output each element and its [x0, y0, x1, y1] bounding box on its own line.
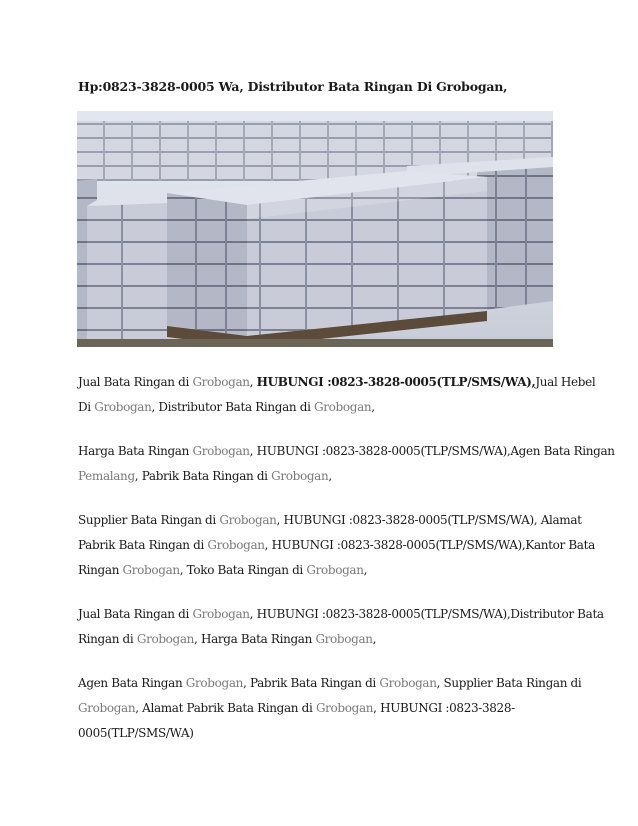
- text-line: [78, 370, 596, 395]
- text-segment: Pabrik Bata Ringan di: [78, 538, 208, 552]
- text-segment: , Distributor Bata Ringan di: [151, 400, 315, 414]
- place-name: Grobogan: [207, 538, 265, 552]
- place-name: Grobogan: [122, 563, 180, 577]
- text-segment: , Supplier Bata Ringan di: [436, 676, 582, 690]
- text-segment: , Pabrik Bata Ringan di: [134, 469, 272, 483]
- text-line: [78, 721, 578, 746]
- text-segment: Ringan di: [78, 632, 137, 646]
- text-segment: Ringan: [78, 563, 123, 577]
- place-name: Grobogan: [136, 632, 195, 646]
- place-name: Grobogan: [78, 701, 136, 715]
- article-body: [78, 370, 615, 765]
- paragraph: [78, 602, 604, 652]
- text-segment: Jual Bata Ringan di: [78, 375, 193, 389]
- paragraph: [78, 370, 596, 420]
- text-line: [78, 558, 578, 583]
- place-name: Grobogan: [192, 444, 250, 458]
- place-name: Grobogan: [94, 400, 152, 414]
- place-name: Grobogan: [315, 632, 373, 646]
- text-segment: ,: [363, 563, 368, 577]
- text-line: [78, 508, 582, 533]
- text-segment: , Pabrik Bata Ringan di: [243, 676, 380, 690]
- page-title: Hp:0823-3828-0005 Wa, Distributor Bata Ringan Di Grobogan,: [78, 79, 508, 94]
- text-segment: ,: [372, 632, 377, 646]
- place-name: Grobogan: [306, 563, 364, 577]
- place-name: Grobogan: [192, 375, 250, 389]
- text-segment: 0005(TLP/SMS/WA): [78, 726, 194, 740]
- contact-highlight: HUBUNGI :0823-3828-0005(TLP/SMS/WA),: [256, 375, 536, 389]
- place-name: Grobogan: [271, 469, 329, 483]
- paragraph: [78, 439, 615, 489]
- text-segment: ,: [371, 400, 375, 414]
- place-name: Grobogan: [185, 676, 244, 690]
- text-segment: ,: [249, 375, 257, 389]
- place-name: Grobogan: [315, 701, 374, 715]
- text-line: [78, 696, 578, 721]
- text-line: [78, 464, 578, 489]
- place-name: Grobogan: [192, 607, 250, 621]
- text-segment: , Toko Bata Ringan di: [179, 563, 307, 577]
- text-segment: , HUBUNGI :0823-3828-0005(TLP/SMS/WA),Agen Bata Ringan: [249, 444, 615, 458]
- product-photo: [77, 111, 553, 347]
- text-segment: , HUBUNGI :0823-3828-0005(TLP/SMS/WA), Alamat: [276, 513, 582, 527]
- text-line: [78, 395, 578, 420]
- text-line: [78, 533, 595, 558]
- paragraph: [78, 671, 582, 746]
- place-name: Grobogan: [219, 513, 277, 527]
- text-segment: ,: [328, 469, 332, 483]
- text-segment: Agen Bata Ringan: [78, 676, 186, 690]
- text-line: [78, 671, 582, 696]
- text-segment: , HUBUNGI :0823-3828-0005(TLP/SMS/WA),Distributor Bata: [249, 607, 604, 621]
- text-segment: Supplier Bata Ringan di: [78, 513, 220, 527]
- text-segment: Harga Bata Ringan: [78, 444, 193, 458]
- text-segment: , Harga Bata Ringan: [194, 632, 316, 646]
- text-line: [78, 627, 578, 652]
- place-name: Pemalang: [78, 469, 135, 483]
- text-segment: , HUBUNGI :0823-3828-0005(TLP/SMS/WA),Kantor Bata: [264, 538, 595, 552]
- paragraph: [78, 508, 595, 583]
- text-segment: Jual Bata Ringan di: [78, 607, 193, 621]
- text-line: [78, 439, 615, 464]
- text-segment: Di: [78, 400, 95, 414]
- place-name: Grobogan: [379, 676, 437, 690]
- text-segment: , Alamat Pabrik Bata Ringan di: [135, 701, 316, 715]
- text-line: [78, 602, 604, 627]
- text-segment: , HUBUNGI :0823-3828-: [373, 701, 515, 715]
- aerated-concrete-blocks-photo-icon: [77, 111, 553, 347]
- place-name: Grobogan: [314, 400, 372, 414]
- text-segment: Jual Hebel: [535, 375, 596, 389]
